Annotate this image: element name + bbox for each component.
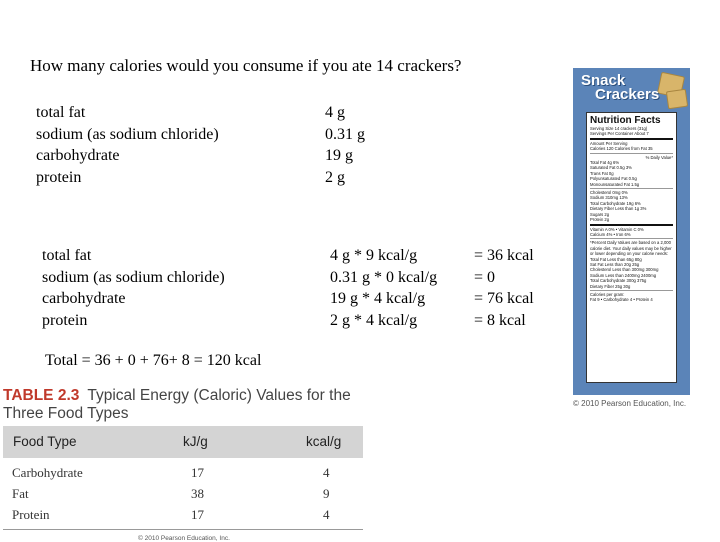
label-line: Polyunsaturated Fat 0.5g bbox=[590, 176, 637, 182]
label-line: Amount Per Serving bbox=[590, 140, 628, 146]
logo-line1: Snack bbox=[581, 72, 626, 89]
label-line: Monounsaturated Fat 1.5g bbox=[590, 181, 640, 187]
label-line: Fat 9 • Carbohydrate 4 • Protein 4 bbox=[590, 297, 653, 303]
label-divider bbox=[590, 224, 673, 226]
calc-nutrient-list bbox=[42, 245, 225, 331]
nutrient-amount: 4 g bbox=[325, 104, 345, 121]
table-title-line1: Typical Energy (Caloric) Values for the bbox=[87, 387, 351, 404]
label-divider bbox=[590, 290, 673, 291]
label-line: Sodium 310mg 13% bbox=[590, 195, 628, 201]
total-line: Total = 36 + 0 + 76+ 8 = 120 kcal bbox=[45, 352, 262, 369]
nutrient-amount: 2 g bbox=[325, 168, 345, 186]
cracker-graphic bbox=[666, 89, 688, 110]
table-cell: Fat bbox=[12, 486, 29, 501]
label-line: Cholesterol Less than 300mg 300mg bbox=[590, 267, 659, 273]
label-divider bbox=[590, 138, 673, 140]
label-line: Total Fat Less than 65g 80g bbox=[590, 256, 642, 262]
label-line: Protein 2g bbox=[590, 217, 610, 223]
label-line: Dietary Fiber 25g 30g bbox=[590, 283, 631, 289]
nutrient-label: sodium (as sodium chloride) bbox=[42, 268, 225, 286]
label-line: Saturated Fat 0.5g 3% bbox=[590, 165, 632, 171]
label-line: Sodium Less than 2400mg 2400mg bbox=[590, 272, 657, 278]
label-line: Total Carbohydrate 300g 375g bbox=[590, 278, 647, 284]
calc-result: = 36 kcal bbox=[474, 247, 534, 264]
table-bottom-rule bbox=[3, 529, 363, 530]
nutrient-label: total fat bbox=[42, 247, 92, 264]
table-copyright: © 2010 Pearson Education, Inc. bbox=[138, 535, 230, 542]
label-line: Total Carbohydrate 19g 6% bbox=[590, 200, 641, 206]
label-divider bbox=[590, 188, 673, 189]
label-line: Trans Fat 0g bbox=[590, 170, 614, 176]
table-cell: 17 bbox=[191, 507, 204, 522]
calc-formula: 19 g * 4 kcal/g bbox=[330, 290, 426, 307]
nutrition-facts-title: Nutrition Facts bbox=[590, 115, 661, 126]
table-row bbox=[3, 504, 363, 525]
box-credit: © 2010 Pearson Education, Inc. bbox=[573, 399, 687, 408]
table-caption bbox=[3, 387, 351, 423]
label-line: Sat Fat Less than 20g 25g bbox=[590, 261, 640, 267]
label-line: Calcium 4% • Iron 6% bbox=[590, 231, 631, 237]
table-header-cell: Food Type bbox=[13, 434, 77, 449]
table-cell: 17 bbox=[191, 465, 204, 480]
label-divider bbox=[590, 153, 673, 154]
table-cell: 9 bbox=[323, 486, 330, 501]
calc-result-list bbox=[474, 245, 534, 331]
calc-formula-list bbox=[330, 245, 437, 331]
amounts-nutrient-list bbox=[36, 102, 219, 188]
calc-formula: 0.31 g * 0 kcal/g bbox=[330, 268, 438, 286]
table-number: TABLE 2.3 bbox=[3, 387, 80, 404]
table-cell: Protein bbox=[12, 507, 50, 522]
label-line: % Daily Value* bbox=[645, 154, 673, 160]
energy-table bbox=[3, 426, 363, 542]
label-line: Serving Size 14 crackers (31g) bbox=[590, 126, 648, 131]
table-cell: Carbohydrate bbox=[12, 465, 83, 480]
logo-line2: Crackers bbox=[595, 86, 660, 103]
calc-formula: 2 g * 4 kcal/g bbox=[330, 311, 418, 329]
label-line: Calories per gram: bbox=[590, 291, 625, 297]
nutrient-label: protein bbox=[36, 168, 82, 186]
label-line: Servings Per Container About 7 bbox=[590, 131, 649, 137]
table-header-row bbox=[3, 426, 363, 458]
question-text: How many calories would you consume if you ate 14 crackers? bbox=[30, 56, 462, 75]
calc-result: = 8 kcal bbox=[474, 311, 526, 329]
nutrient-amount: 19 g bbox=[325, 147, 353, 164]
table-cell: 4 bbox=[323, 465, 330, 480]
table-row bbox=[3, 483, 363, 504]
table-row bbox=[3, 462, 363, 483]
label-line: *Percent Daily Values are based on a 2,000 bbox=[590, 240, 671, 246]
calc-result: = 0 bbox=[474, 268, 496, 286]
calc-formula: 4 g * 9 kcal/g bbox=[330, 247, 418, 264]
snack-cracker-box-image bbox=[573, 68, 690, 395]
nutrient-label: carbohydrate bbox=[42, 290, 126, 307]
label-line: calorie diet. Your daily values may be higher bbox=[590, 245, 672, 251]
label-line: Dietary Fiber Less than 1g 3% bbox=[590, 206, 647, 212]
table-header-cell: kcal/g bbox=[306, 434, 342, 449]
nutrient-label: protein bbox=[42, 311, 88, 329]
label-line: Calories 120 Calories from Fat 35 bbox=[590, 146, 653, 152]
label-line: Cholesterol 0mg 0% bbox=[590, 190, 628, 196]
amounts-value-list bbox=[325, 102, 365, 188]
nutrient-amount: 0.31 g bbox=[325, 125, 365, 143]
label-line: or lower depending on your calorie needs: bbox=[590, 251, 668, 257]
label-line: Vitamin A 0% • Vitamin C 0% bbox=[590, 226, 644, 232]
nutrient-label: carbohydrate bbox=[36, 147, 120, 164]
label-line: Sugars 2g bbox=[590, 211, 610, 217]
label-line: Total Fat 4g 6% bbox=[590, 160, 620, 166]
table-cell: 38 bbox=[191, 486, 204, 501]
nutrient-label: total fat bbox=[36, 104, 86, 121]
table-title-line2: Three Food Types bbox=[3, 405, 129, 422]
label-divider bbox=[590, 238, 673, 239]
table-cell: 4 bbox=[323, 507, 330, 522]
calc-result: = 76 kcal bbox=[474, 290, 534, 307]
table-header-cell: kJ/g bbox=[183, 434, 208, 449]
nutrition-facts-label bbox=[586, 112, 677, 383]
box-logo bbox=[581, 74, 659, 102]
nutrient-label: sodium (as sodium chloride) bbox=[36, 125, 219, 143]
